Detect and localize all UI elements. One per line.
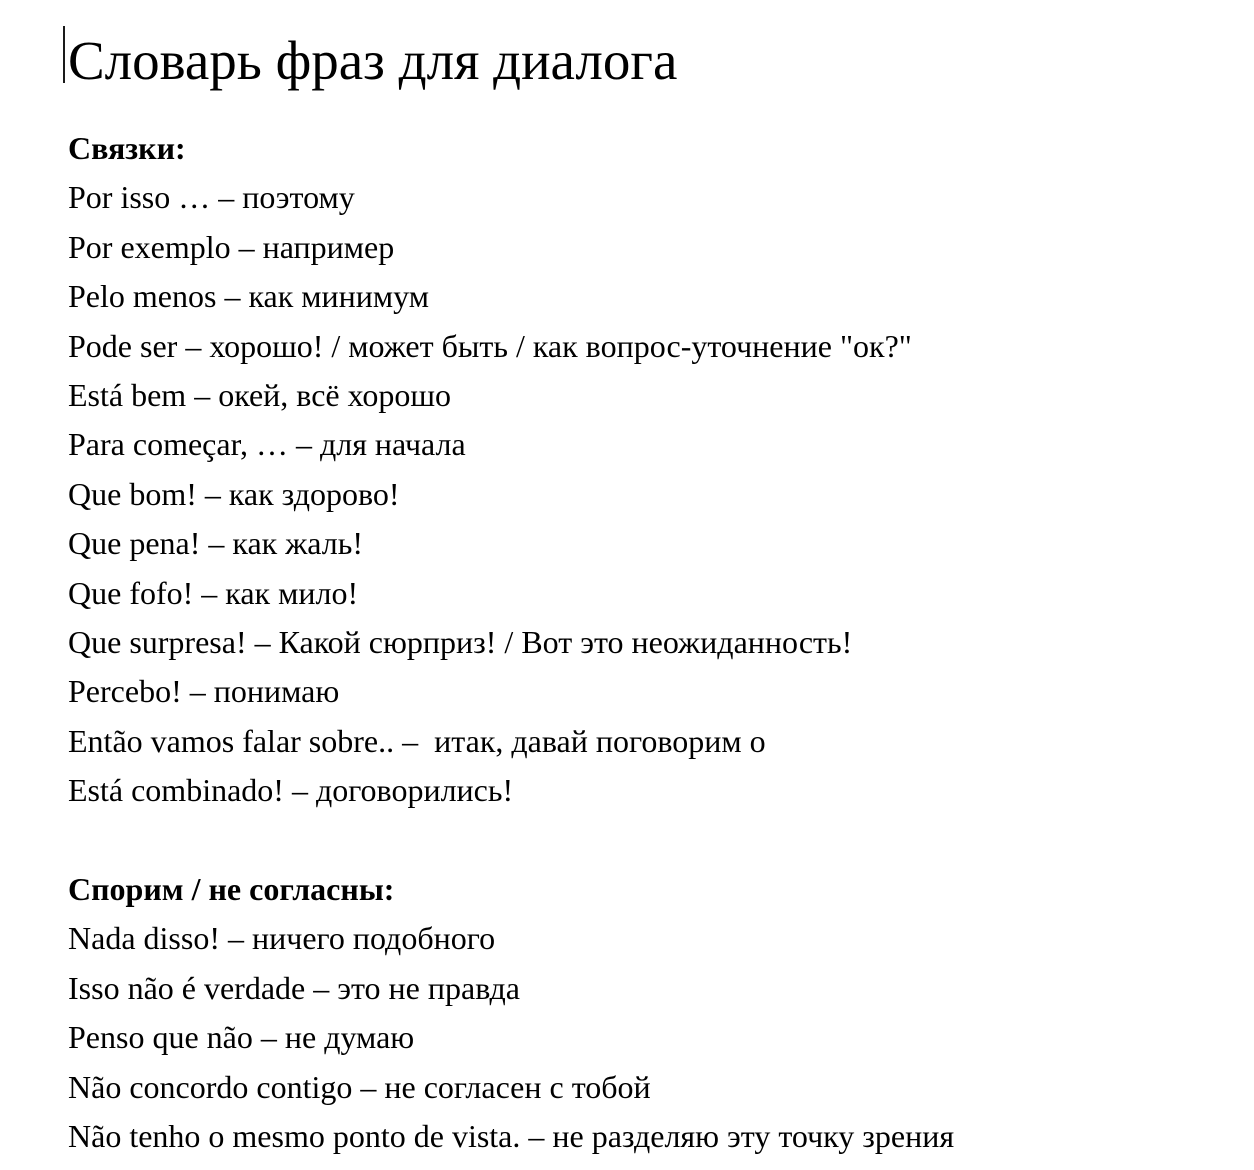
phrase-line[interactable]: Que fofo! – как мило! [68,574,359,611]
section-heading-disagree[interactable]: Спорим / не согласны: [68,871,395,908]
phrase-line[interactable]: Pode ser – хорошо! / может быть / как вопрос-уточнение "ок?" [68,327,912,364]
phrase-line[interactable]: Isso não é verdade – это не правда [68,969,520,1006]
text-cursor-caret [63,26,65,83]
phrase-line[interactable]: Não concordo contigo – не согласен с тобой [68,1068,651,1105]
phrase-line[interactable]: Penso que não – не думаю [68,1019,415,1056]
phrase-line[interactable]: Que surpresa! – Какой сюрприз! / Вот это неожиданность! [68,624,853,661]
phrase-line[interactable]: Percebo! – понимаю [68,673,340,710]
blank-line [68,816,1214,865]
document-title[interactable]: Словарь фраз для диалога [68,30,678,91]
phrase-line[interactable]: Nada disso! – ничего подобного [68,920,496,957]
phrase-line[interactable]: Por isso … – поэтому [68,179,355,216]
phrase-line[interactable]: Pelo menos – как минимум [68,278,429,315]
phrase-line[interactable]: Não tenho o mesmo ponto de vista. – не разделяю эту точку зрения [68,1118,955,1155]
phrase-line[interactable]: Que pena! – как жаль! [68,525,363,562]
phrase-line[interactable]: Que bom! – как здорово! [68,475,400,512]
phrase-line[interactable]: Então vamos falar sobre.. – итак, давай поговорим о [68,722,766,759]
phrase-line[interactable]: Por exemplo – например [68,228,395,265]
phrase-line[interactable]: Está bem – окей, всё хорошо [68,377,452,414]
section-heading-connectors[interactable]: Связки: [68,130,186,166]
phrase-line[interactable]: Para começar, … – для начала [68,426,466,463]
phrase-line[interactable]: Está combinado! – договорились! [68,772,514,809]
